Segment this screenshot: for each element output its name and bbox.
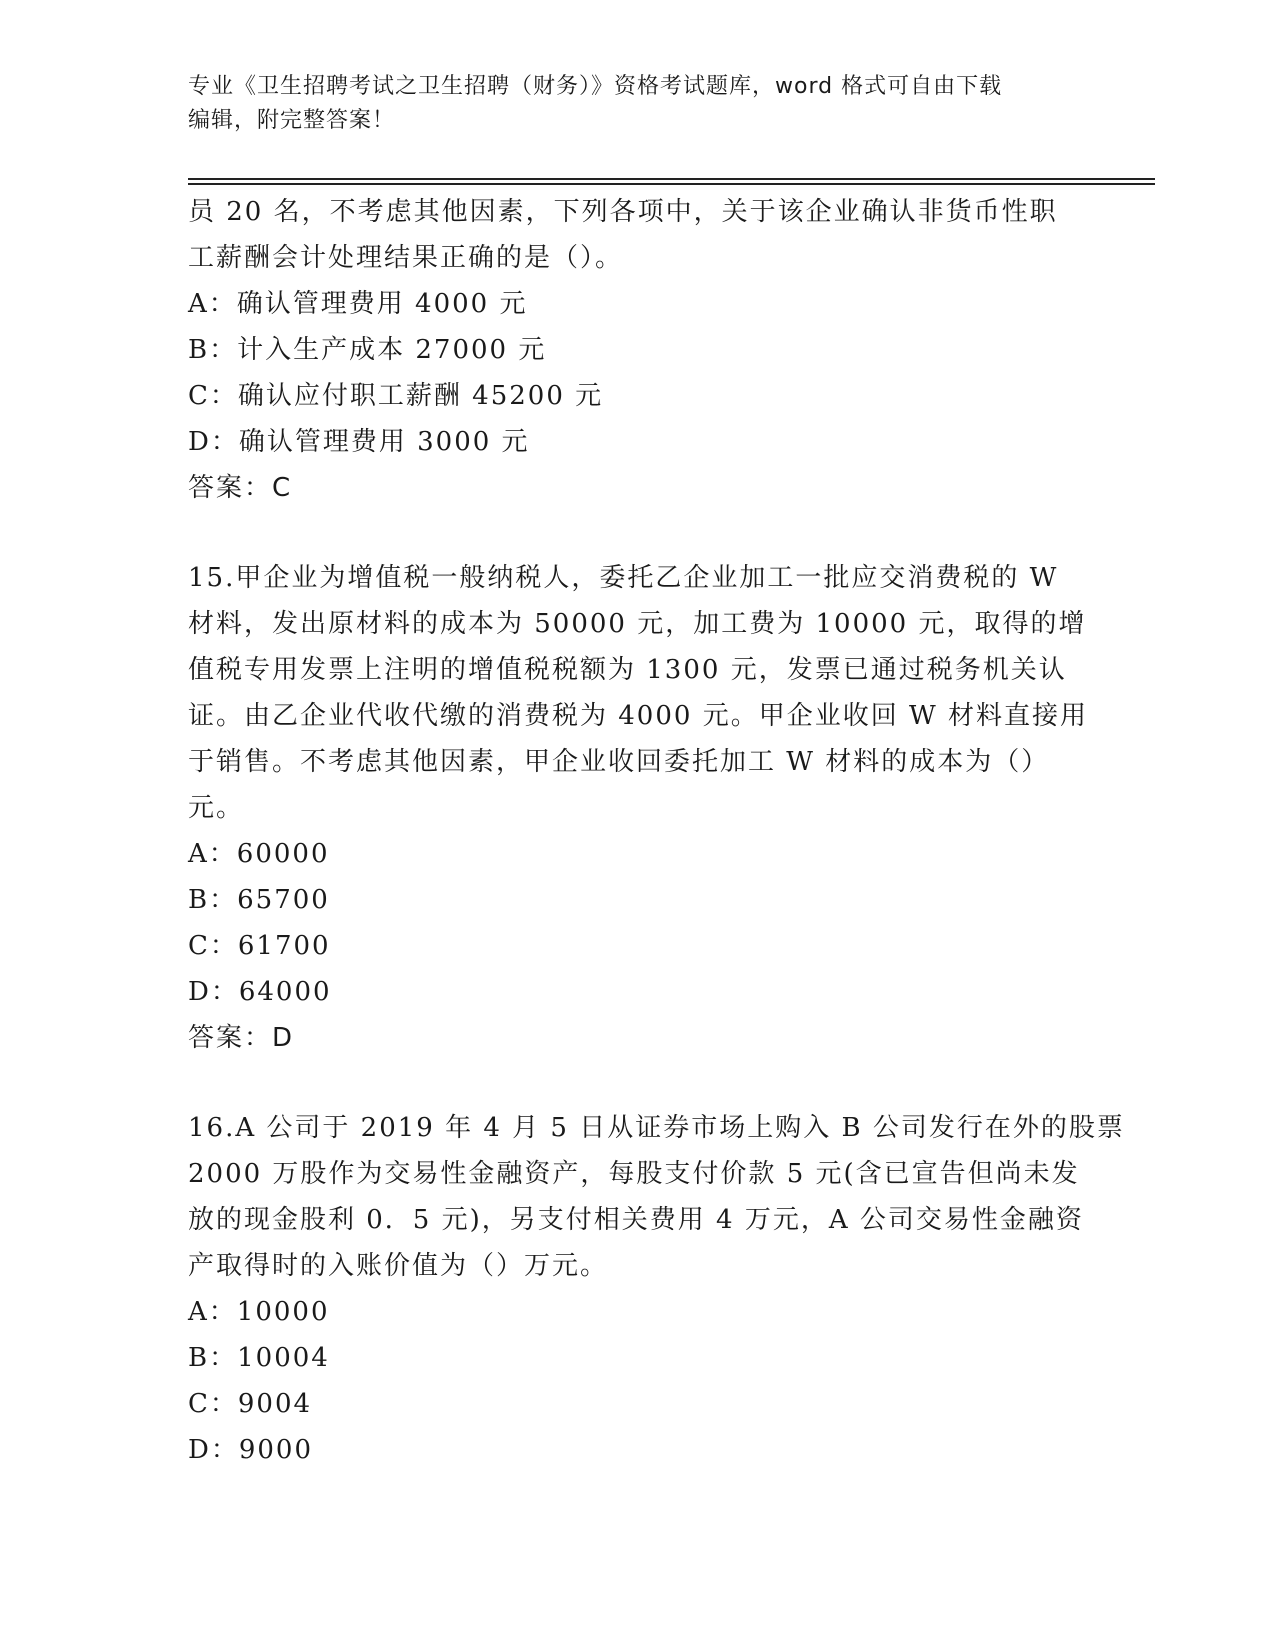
header-divider-bottom xyxy=(188,183,1155,185)
option-b: B：10004 xyxy=(188,1343,330,1373)
option-c: C：9004 xyxy=(188,1389,313,1419)
question-text-line: 元。 xyxy=(188,793,245,823)
option-a: A：60000 xyxy=(188,839,330,869)
question-text-line: 于销售。不考虑其他因素，甲企业收回委托加工 W 材料的成本为（） xyxy=(188,747,1050,777)
question-text-line: 15.甲企业为增值税一般纳税人，委托乙企业加工一批应交消费税的 W xyxy=(188,563,1059,593)
answer: 答案：D xyxy=(188,1023,295,1053)
option-d: D：64000 xyxy=(188,977,332,1007)
question-16 xyxy=(188,1105,1125,1473)
question-14 xyxy=(188,189,1088,511)
option-c: C：61700 xyxy=(188,931,331,961)
option-b: B：计入生产成本 27000 元 xyxy=(188,335,547,365)
option-d: D：确认管理费用 3000 元 xyxy=(188,427,530,457)
question-text-line: 材料，发出原材料的成本为 50000 元，加工费为 10000 元，取得的增 xyxy=(188,609,1087,639)
question-15 xyxy=(188,555,1088,1061)
option-b: B：65700 xyxy=(188,885,330,915)
question-text-line: 产取得时的入账价值为（）万元。 xyxy=(188,1251,609,1281)
question-text-line: 放的现金股利 0．5 元)，另支付相关费用 4 万元，A 公司交易性金融资 xyxy=(188,1205,1084,1235)
header-title-line-2: 编辑，附完整答案！ xyxy=(188,108,396,133)
question-text-line: 工薪酬会计处理结果正确的是（）。 xyxy=(188,243,624,273)
option-c: C：确认应付职工薪酬 45200 元 xyxy=(188,381,604,411)
document-header xyxy=(188,70,1088,138)
header-divider-top xyxy=(188,178,1155,180)
option-d: D：9000 xyxy=(188,1435,314,1465)
question-text-line: 证。由乙企业代收代缴的消费税为 4000 元。甲企业收回 W 材料直接用 xyxy=(188,701,1088,731)
question-text-line: 值税专用发票上注明的增值税税额为 1300 元，发票已通过税务机关认 xyxy=(188,655,1067,685)
question-text-line: 16.A 公司于 2019 年 4 月 5 日从证券市场上购入 B 公司发行在外的股票 xyxy=(188,1113,1125,1143)
question-text-line: 员 20 名，不考虑其他因素，下列各项中，关于该企业确认非货币性职 xyxy=(188,197,1058,227)
option-a: A：10000 xyxy=(188,1297,330,1327)
document-body xyxy=(188,189,1125,1473)
answer: 答案：C xyxy=(188,473,293,503)
option-a: A：确认管理费用 4000 元 xyxy=(188,289,528,319)
header-title-line-1: 专业《卫生招聘考试之卫生招聘（财务）》资格考试题库，word 格式可自由下载 xyxy=(188,74,1003,99)
question-text-line: 2000 万股作为交易性金融资产，每股支付价款 5 元(含已宣告但尚未发 xyxy=(188,1159,1080,1189)
